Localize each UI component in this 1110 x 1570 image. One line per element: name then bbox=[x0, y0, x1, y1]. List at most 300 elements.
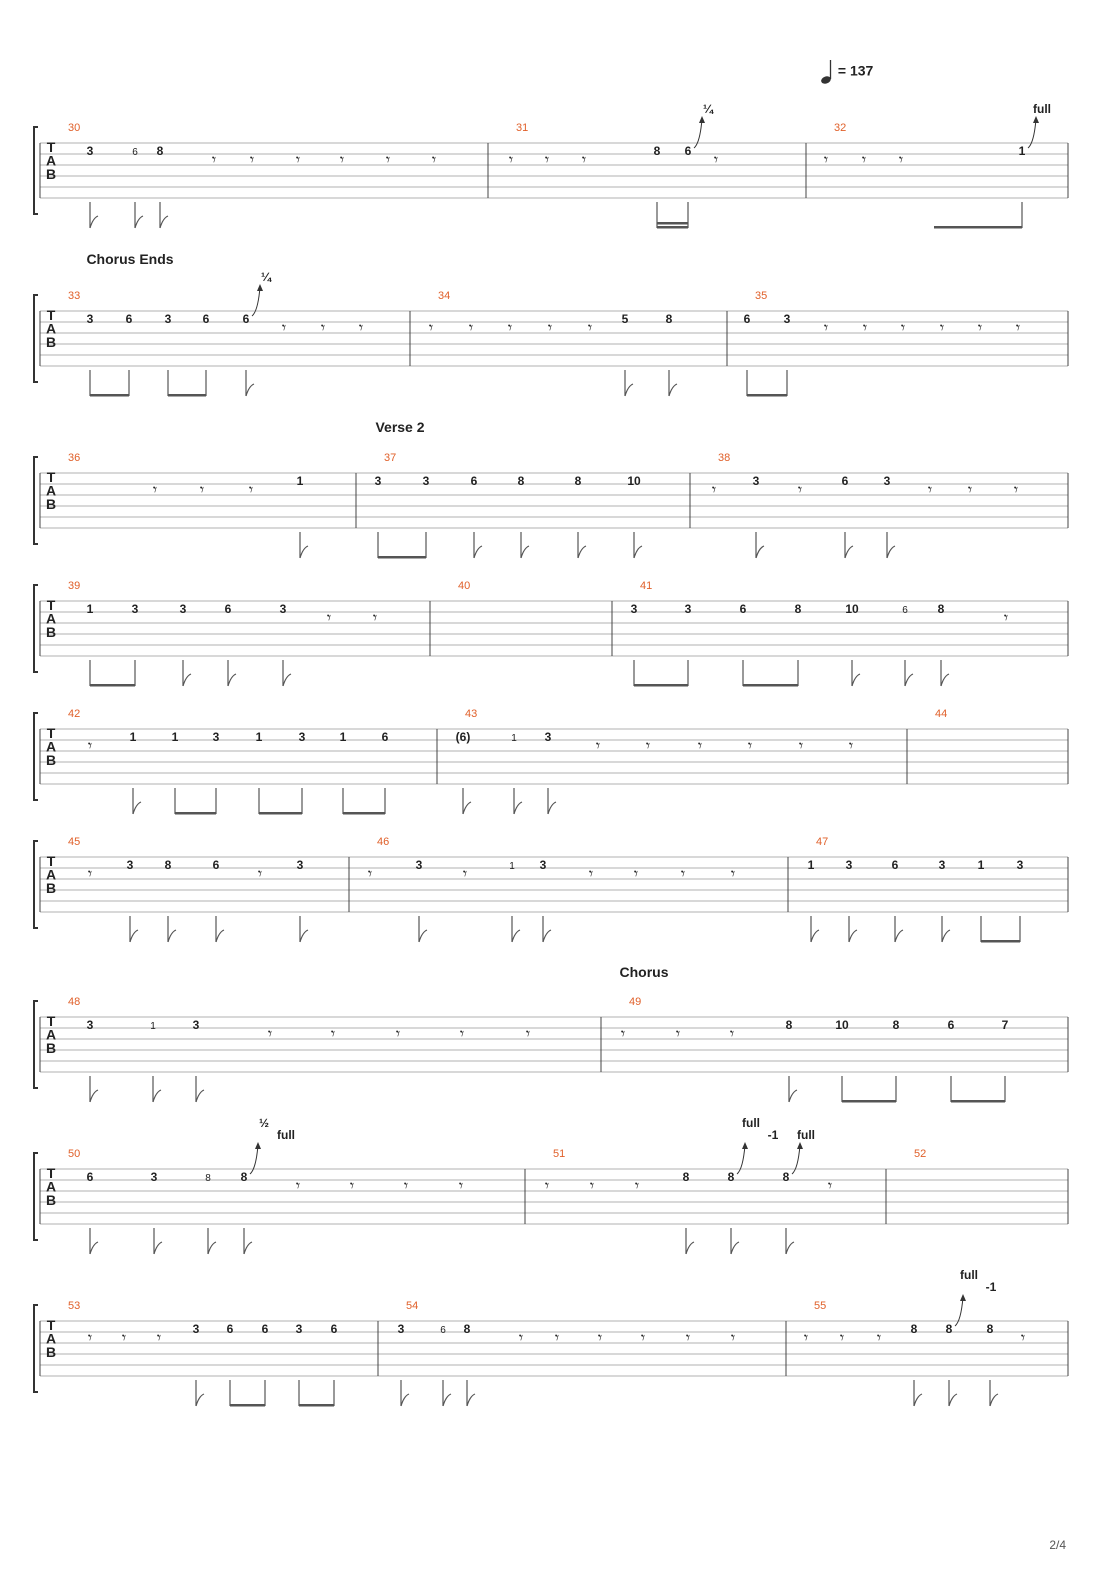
tab-system bbox=[34, 102, 1068, 229]
fret-number: 8 bbox=[892, 1018, 900, 1032]
eighth-rest: 𝄾 bbox=[898, 152, 904, 169]
note-beam bbox=[230, 1404, 265, 1407]
fret-number: 1 bbox=[339, 730, 347, 744]
measure-number: 48 bbox=[68, 996, 81, 1008]
eighth-rest: 𝄾 bbox=[730, 866, 736, 883]
note-flag bbox=[811, 930, 819, 942]
fret-number: 6 bbox=[125, 312, 133, 326]
fret-number: 8 bbox=[574, 474, 582, 488]
eighth-rest: 𝄾 bbox=[730, 1330, 736, 1347]
eighth-rest: 𝄾 bbox=[645, 738, 651, 755]
note-flag bbox=[521, 546, 529, 558]
eighth-rest: 𝄾 bbox=[620, 1026, 626, 1043]
note-flag bbox=[543, 930, 551, 942]
note-flag bbox=[514, 802, 522, 814]
fret-number: 3 bbox=[86, 144, 94, 158]
tab-system bbox=[34, 1116, 1068, 1254]
fret-number: 6 bbox=[841, 474, 849, 488]
note-beam bbox=[842, 1100, 896, 1103]
fret-number: 3 bbox=[539, 858, 547, 872]
note-flag bbox=[731, 1242, 739, 1254]
measure-number: 41 bbox=[640, 580, 653, 592]
eighth-rest: 𝄾 bbox=[876, 1330, 882, 1347]
fret-number: 3 bbox=[296, 858, 304, 872]
note-beam bbox=[743, 684, 798, 687]
fret-number: 3 bbox=[86, 1018, 94, 1032]
fret-number: 5 bbox=[621, 312, 629, 326]
measure-number: 33 bbox=[68, 290, 81, 302]
bend-arrow bbox=[792, 1145, 800, 1174]
system-bracket bbox=[34, 841, 38, 928]
fret-number: 6 bbox=[743, 312, 751, 326]
bend-arrowhead bbox=[257, 284, 263, 291]
tab-clef-letter: A bbox=[45, 1178, 57, 1195]
fret-number: 8 bbox=[665, 312, 673, 326]
measure-number: 35 bbox=[755, 290, 768, 302]
note-flag bbox=[283, 674, 291, 686]
note-flag bbox=[949, 1394, 957, 1406]
note-flag bbox=[90, 216, 98, 228]
fret-number: 8 bbox=[156, 144, 164, 158]
fret-number: 10 bbox=[835, 1018, 849, 1032]
eighth-rest: 𝄾 bbox=[675, 1026, 681, 1043]
measure-number: 30 bbox=[68, 122, 81, 134]
system-bracket bbox=[34, 457, 38, 544]
system-bracket bbox=[34, 713, 38, 800]
fret-number: 1 bbox=[1018, 144, 1026, 158]
eighth-rest: 𝄾 bbox=[428, 320, 434, 337]
fret-number: 8 bbox=[986, 1322, 994, 1336]
eighth-rest: 𝄾 bbox=[403, 1178, 409, 1195]
note-beam bbox=[747, 394, 787, 397]
note-beam bbox=[175, 812, 216, 815]
note-beam bbox=[259, 812, 302, 815]
eighth-rest: 𝄾 bbox=[267, 1026, 273, 1043]
note-flag bbox=[905, 674, 913, 686]
fret-number: 1 bbox=[296, 474, 304, 488]
measure-number: 46 bbox=[377, 836, 390, 848]
tab-clef-letter: A bbox=[45, 1330, 57, 1347]
measure-number: 49 bbox=[629, 996, 642, 1008]
eighth-rest: 𝄾 bbox=[634, 1178, 640, 1195]
tab-clef-letter: T bbox=[46, 469, 56, 485]
note-beam bbox=[378, 556, 426, 559]
fret-number: 3 bbox=[883, 474, 891, 488]
bend-label: -1 bbox=[767, 1128, 779, 1142]
tab-clef-letter: T bbox=[46, 597, 56, 613]
fret-number: 6 bbox=[212, 858, 220, 872]
measure-number: 55 bbox=[814, 1300, 827, 1312]
tab-clef-letter: T bbox=[46, 1165, 56, 1181]
tab-clef-letter: T bbox=[46, 307, 56, 323]
eighth-rest: 𝄾 bbox=[257, 866, 263, 883]
eighth-rest: 𝄾 bbox=[547, 320, 553, 337]
fret-number: 8 bbox=[794, 602, 802, 616]
bend-label: full bbox=[960, 1268, 978, 1282]
note-flag bbox=[443, 1394, 451, 1406]
measure-number: 54 bbox=[406, 1300, 419, 1312]
fret-number: 6 bbox=[891, 858, 899, 872]
note-flag bbox=[130, 930, 138, 942]
note-flag bbox=[467, 1394, 475, 1406]
bend-label: full bbox=[1033, 102, 1051, 116]
bend-arrowhead bbox=[255, 1142, 261, 1149]
bend-arrow bbox=[737, 1145, 745, 1174]
fret-number: 1 bbox=[509, 861, 515, 872]
eighth-rest: 𝄾 bbox=[977, 320, 983, 337]
eighth-rest: 𝄾 bbox=[330, 1026, 336, 1043]
bend-arrowhead bbox=[742, 1142, 748, 1149]
eighth-rest: 𝄾 bbox=[595, 738, 601, 755]
note-flag bbox=[401, 1394, 409, 1406]
tab-system bbox=[34, 419, 1068, 559]
fret-number: 6 bbox=[242, 312, 250, 326]
fret-number: 6 bbox=[226, 1322, 234, 1336]
note-beam bbox=[90, 394, 129, 397]
tab-clef-letter: B bbox=[45, 496, 57, 512]
eighth-rest: 𝄾 bbox=[211, 152, 217, 169]
note-flag bbox=[845, 546, 853, 558]
fret-number: 3 bbox=[422, 474, 430, 488]
note-flag bbox=[300, 930, 308, 942]
eighth-rest: 𝄾 bbox=[939, 320, 945, 337]
measure-number: 51 bbox=[553, 1148, 566, 1160]
eighth-rest: 𝄾 bbox=[199, 482, 205, 499]
fret-number: 1 bbox=[86, 602, 94, 616]
note-flag bbox=[990, 1394, 998, 1406]
measure-number: 47 bbox=[816, 836, 829, 848]
note-flag bbox=[914, 1394, 922, 1406]
note-beam bbox=[90, 684, 135, 687]
eighth-rest: 𝄾 bbox=[1020, 1330, 1026, 1347]
eighth-rest: 𝄾 bbox=[349, 1178, 355, 1195]
bend-label: full bbox=[742, 1116, 760, 1130]
eighth-rest: 𝄾 bbox=[747, 738, 753, 755]
note-beam bbox=[934, 226, 1022, 229]
fret-number: 8 bbox=[653, 144, 661, 158]
measure-number: 32 bbox=[834, 122, 847, 134]
measure-number: 43 bbox=[465, 708, 478, 720]
measure-number: 34 bbox=[438, 290, 451, 302]
eighth-rest: 𝄾 bbox=[640, 1330, 646, 1347]
note-flag bbox=[548, 802, 556, 814]
tab-clef-letter: B bbox=[45, 166, 57, 182]
eighth-rest: 𝄾 bbox=[680, 866, 686, 883]
system-bracket bbox=[34, 1001, 38, 1088]
note-flag bbox=[669, 384, 677, 396]
eighth-rest: 𝄾 bbox=[581, 152, 587, 169]
page-number: 2/4 bbox=[1049, 1538, 1066, 1552]
fret-number: 3 bbox=[192, 1322, 200, 1336]
fret-number: 8 bbox=[937, 602, 945, 616]
eighth-rest: 𝄾 bbox=[823, 320, 829, 337]
eighth-rest: 𝄾 bbox=[711, 482, 717, 499]
tab-clef-letter: A bbox=[45, 866, 57, 883]
tab-clef-letter: B bbox=[45, 1192, 57, 1208]
eighth-rest: 𝄾 bbox=[587, 320, 593, 337]
measure-number: 37 bbox=[384, 452, 397, 464]
fret-number: 3 bbox=[374, 474, 382, 488]
eighth-rest: 𝄾 bbox=[385, 152, 391, 169]
note-flag bbox=[625, 384, 633, 396]
tab-clef-letter: T bbox=[46, 725, 56, 741]
tab-clef-letter: A bbox=[45, 482, 57, 499]
eighth-rest: 𝄾 bbox=[713, 152, 719, 169]
eighth-rest: 𝄾 bbox=[121, 1330, 127, 1347]
eighth-rest: 𝄾 bbox=[468, 320, 474, 337]
eighth-rest: 𝄾 bbox=[431, 152, 437, 169]
note-flag bbox=[849, 930, 857, 942]
measure-number: 50 bbox=[68, 1148, 81, 1160]
note-flag bbox=[512, 930, 520, 942]
fret-number: 8 bbox=[164, 858, 172, 872]
eighth-rest: 𝄾 bbox=[281, 320, 287, 337]
note-flag bbox=[196, 1394, 204, 1406]
fret-number: 3 bbox=[783, 312, 791, 326]
fret-number: 3 bbox=[845, 858, 853, 872]
eighth-rest: 𝄾 bbox=[554, 1330, 560, 1347]
note-flag bbox=[895, 930, 903, 942]
eighth-rest: 𝄾 bbox=[248, 482, 254, 499]
note-flag bbox=[216, 930, 224, 942]
tab-clef-letter: B bbox=[45, 752, 57, 768]
fret-number: 1 bbox=[977, 858, 985, 872]
eighth-rest: 𝄾 bbox=[462, 866, 468, 883]
note-flag bbox=[634, 546, 642, 558]
eighth-rest: 𝄾 bbox=[729, 1026, 735, 1043]
tab-system bbox=[34, 251, 1068, 397]
note-flag bbox=[852, 674, 860, 686]
fret-number: (6) bbox=[455, 730, 471, 744]
eighth-rest: 𝄾 bbox=[839, 1330, 845, 1347]
bend-arrow bbox=[1028, 119, 1036, 148]
eighth-rest: 𝄾 bbox=[395, 1026, 401, 1043]
eighth-rest: 𝄾 bbox=[862, 320, 868, 337]
note-flag bbox=[90, 1090, 98, 1102]
note-beam bbox=[657, 226, 688, 229]
eighth-rest: 𝄾 bbox=[152, 482, 158, 499]
section-label: Verse 2 bbox=[375, 419, 425, 435]
note-flag bbox=[300, 546, 308, 558]
fret-number: 6 bbox=[224, 602, 232, 616]
measure-number: 31 bbox=[516, 122, 529, 134]
note-flag bbox=[786, 1242, 794, 1254]
note-beam bbox=[168, 394, 206, 397]
bend-label: ¼ bbox=[260, 270, 272, 284]
tab-clef-letter: B bbox=[45, 880, 57, 896]
fret-number: 6 bbox=[132, 147, 138, 158]
fret-number: 3 bbox=[279, 602, 287, 616]
eighth-rest: 𝄾 bbox=[295, 1178, 301, 1195]
note-flag bbox=[228, 674, 236, 686]
bend-arrow bbox=[252, 287, 260, 316]
fret-number: 1 bbox=[171, 730, 179, 744]
system-bracket bbox=[34, 1153, 38, 1240]
eighth-rest: 𝄾 bbox=[87, 1330, 93, 1347]
note-beam bbox=[634, 684, 688, 687]
fret-number: 8 bbox=[205, 1173, 211, 1184]
fret-number: 3 bbox=[684, 602, 692, 616]
tab-system bbox=[34, 836, 1068, 943]
fret-number: 6 bbox=[330, 1322, 338, 1336]
eighth-rest: 𝄾 bbox=[295, 152, 301, 169]
eighth-rest: 𝄾 bbox=[326, 610, 332, 627]
fret-number: 6 bbox=[381, 730, 389, 744]
note-flag bbox=[789, 1090, 797, 1102]
eighth-rest: 𝄾 bbox=[459, 1026, 465, 1043]
fret-number: 10 bbox=[627, 474, 641, 488]
eighth-rest: 𝄾 bbox=[544, 152, 550, 169]
system-bracket bbox=[34, 1305, 38, 1392]
note-flag bbox=[154, 1242, 162, 1254]
note-flag bbox=[463, 802, 471, 814]
fret-number: 6 bbox=[947, 1018, 955, 1032]
note-beam bbox=[951, 1100, 1005, 1103]
eighth-rest: 𝄾 bbox=[685, 1330, 691, 1347]
measure-number: 40 bbox=[458, 580, 471, 592]
eighth-rest: 𝄾 bbox=[87, 738, 93, 755]
tab-clef-letter: B bbox=[45, 1040, 57, 1056]
note-beam bbox=[299, 1404, 334, 1407]
measure-number: 44 bbox=[935, 708, 948, 720]
fret-number: 3 bbox=[1016, 858, 1024, 872]
note-flag bbox=[168, 930, 176, 942]
eighth-rest: 𝄾 bbox=[827, 1178, 833, 1195]
note-beam bbox=[657, 222, 688, 225]
measure-number: 42 bbox=[68, 708, 81, 720]
fret-number: 3 bbox=[86, 312, 94, 326]
fret-number: 10 bbox=[845, 602, 859, 616]
fret-number: 3 bbox=[126, 858, 134, 872]
note-beam bbox=[981, 940, 1020, 943]
bend-arrowhead bbox=[960, 1294, 966, 1301]
note-flag bbox=[90, 1242, 98, 1254]
eighth-rest: 𝄾 bbox=[508, 152, 514, 169]
fret-number: 3 bbox=[415, 858, 423, 872]
eighth-rest: 𝄾 bbox=[927, 482, 933, 499]
fret-number: 3 bbox=[397, 1322, 405, 1336]
fret-number: 3 bbox=[295, 1322, 303, 1336]
fret-number: 6 bbox=[202, 312, 210, 326]
fret-number: 6 bbox=[902, 605, 908, 616]
eighth-rest: 𝄾 bbox=[697, 738, 703, 755]
fret-number: 1 bbox=[807, 858, 815, 872]
tempo-value: = 137 bbox=[837, 62, 874, 79]
eighth-rest: 𝄾 bbox=[458, 1178, 464, 1195]
fret-number: 8 bbox=[782, 1170, 790, 1184]
fret-number: 3 bbox=[192, 1018, 200, 1032]
measure-number: 38 bbox=[718, 452, 731, 464]
bend-label: full bbox=[277, 1128, 295, 1142]
fret-number: 3 bbox=[164, 312, 172, 326]
note-flag bbox=[196, 1090, 204, 1102]
fret-number: 3 bbox=[179, 602, 187, 616]
fret-number: 8 bbox=[682, 1170, 690, 1184]
eighth-rest: 𝄾 bbox=[797, 482, 803, 499]
fret-number: 1 bbox=[511, 733, 517, 744]
measure-number: 52 bbox=[914, 1148, 927, 1160]
note-flag bbox=[133, 802, 141, 814]
eighth-rest: 𝄾 bbox=[588, 866, 594, 883]
fret-number: 8 bbox=[517, 474, 525, 488]
fret-number: 3 bbox=[212, 730, 220, 744]
bend-arrowhead bbox=[797, 1142, 803, 1149]
eighth-rest: 𝄾 bbox=[358, 320, 364, 337]
tab-clef-letter: T bbox=[46, 139, 56, 155]
eighth-rest: 𝄾 bbox=[525, 1026, 531, 1043]
eighth-rest: 𝄾 bbox=[544, 1178, 550, 1195]
eighth-rest: 𝄾 bbox=[156, 1330, 162, 1347]
fret-number: 8 bbox=[240, 1170, 248, 1184]
eighth-rest: 𝄾 bbox=[372, 610, 378, 627]
bend-label: ¼ bbox=[702, 102, 714, 116]
fret-number: 6 bbox=[739, 602, 747, 616]
bend-arrow bbox=[694, 119, 702, 148]
fret-number: 8 bbox=[945, 1322, 953, 1336]
eighth-rest: 𝄾 bbox=[900, 320, 906, 337]
bend-arrowhead bbox=[1033, 116, 1039, 123]
fret-number: 7 bbox=[1001, 1018, 1009, 1032]
fret-number: 6 bbox=[86, 1170, 94, 1184]
measure-number: 39 bbox=[68, 580, 81, 592]
bend-label: ½ bbox=[258, 1116, 270, 1130]
tab-clef-letter: T bbox=[46, 1317, 56, 1333]
tab-clef-letter: A bbox=[45, 610, 57, 627]
measure-number: 36 bbox=[68, 452, 81, 464]
note-flag bbox=[135, 216, 143, 228]
tab-system bbox=[34, 580, 1068, 687]
fret-number: 8 bbox=[785, 1018, 793, 1032]
system-bracket bbox=[34, 295, 38, 382]
tab-clef-letter: A bbox=[45, 152, 57, 169]
fret-number: 8 bbox=[727, 1170, 735, 1184]
fret-number: 6 bbox=[440, 1325, 446, 1336]
eighth-rest: 𝄾 bbox=[87, 866, 93, 883]
measure-number: 53 bbox=[68, 1300, 81, 1312]
note-flag bbox=[244, 1242, 252, 1254]
note-flag bbox=[578, 546, 586, 558]
eighth-rest: 𝄾 bbox=[967, 482, 973, 499]
tab-system bbox=[34, 964, 1068, 1103]
bend-label: -1 bbox=[985, 1280, 997, 1294]
tab-clef-letter: T bbox=[46, 1013, 56, 1029]
tab-clef-letter: A bbox=[45, 1026, 57, 1043]
fret-number: 3 bbox=[630, 602, 638, 616]
note-flag bbox=[160, 216, 168, 228]
tab-clef-letter: A bbox=[45, 320, 57, 337]
bend-label: full bbox=[797, 1128, 815, 1142]
fret-number: 3 bbox=[938, 858, 946, 872]
eighth-rest: 𝄾 bbox=[1003, 610, 1009, 627]
fret-number: 3 bbox=[150, 1170, 158, 1184]
eighth-rest: 𝄾 bbox=[249, 152, 255, 169]
section-label: Chorus Ends bbox=[86, 251, 174, 267]
tab-clef-letter: T bbox=[46, 853, 56, 869]
note-flag bbox=[419, 930, 427, 942]
fret-number: 1 bbox=[255, 730, 263, 744]
eighth-rest: 𝄾 bbox=[518, 1330, 524, 1347]
measure-number: 45 bbox=[68, 836, 81, 848]
eighth-rest: 𝄾 bbox=[1013, 482, 1019, 499]
tab-system bbox=[34, 1268, 1068, 1407]
fret-number: 3 bbox=[752, 474, 760, 488]
note-flag bbox=[183, 674, 191, 686]
eighth-rest: 𝄾 bbox=[597, 1330, 603, 1347]
eighth-rest: 𝄾 bbox=[320, 320, 326, 337]
eighth-rest: 𝄾 bbox=[633, 866, 639, 883]
tab-clef-letter: B bbox=[45, 1344, 57, 1360]
system-bracket bbox=[34, 127, 38, 214]
